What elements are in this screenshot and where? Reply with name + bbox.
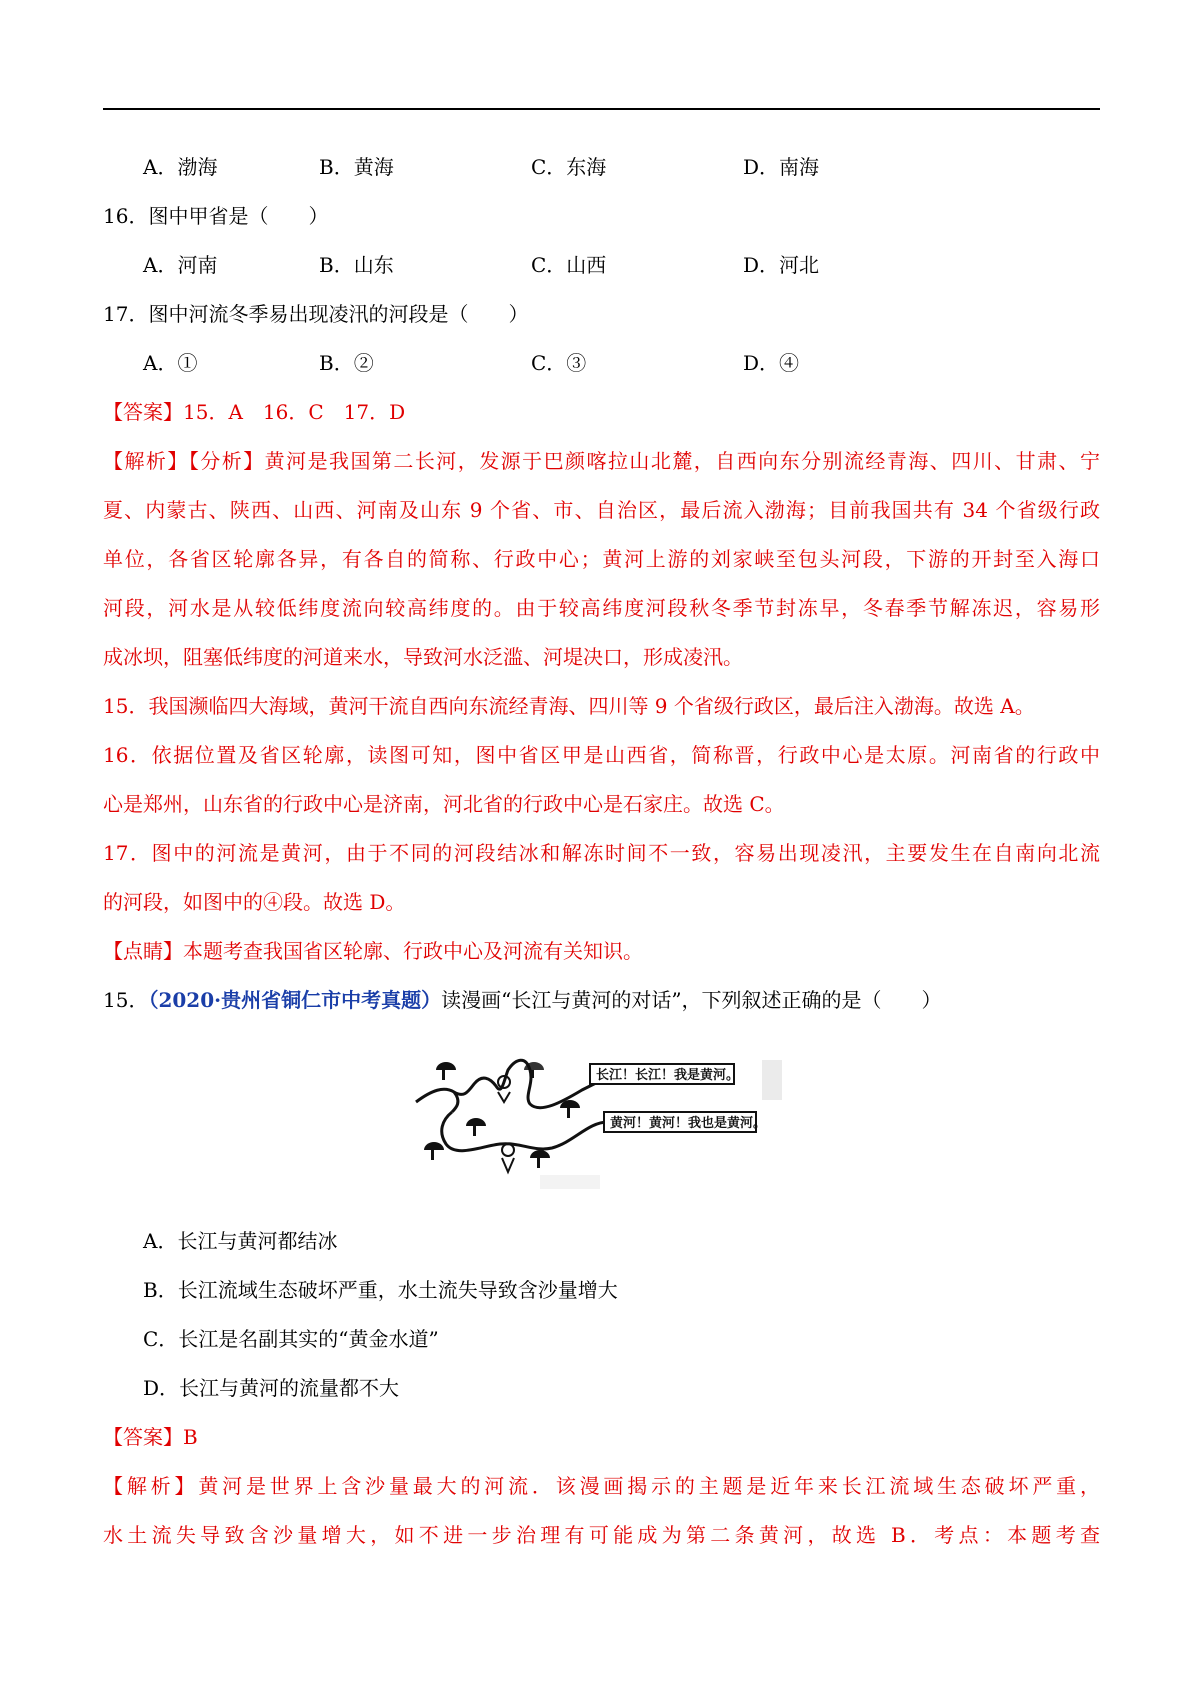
scan-speckle-right: [762, 1060, 782, 1100]
q15b-option-a: A．长江与黄河都结冰: [143, 1229, 338, 1253]
q15-option-c: C．东海: [531, 155, 607, 179]
q17-stem: 17．图中河流冬季易出现凌汛的河段是（ ）: [103, 302, 529, 326]
q16-option-b: B．山东: [319, 253, 394, 277]
bubble-bottom-text: 黄河！黄河！我也是黄河。: [610, 1116, 767, 1131]
answer-line-1: 【答案】15．A 16．C 17．D: [103, 400, 406, 424]
q16-option-d: D．河北: [743, 253, 820, 277]
q15b-option-b: B．长江流域生态破坏严重，水土流失导致含沙量增大: [143, 1278, 618, 1302]
q17-option-a: A．①: [143, 351, 198, 375]
analysis-line-2: 夏、内蒙古、陕西、山西、河南及山东 9 个省、市、自治区，最后流入渤海；目前我国共有 34 个省级行政: [103, 498, 1100, 522]
q15b-stem: [103, 988, 942, 1012]
q16-option-a: A．河南: [143, 253, 218, 277]
river-fork: [452, 1092, 458, 1112]
analysis2-line-2: 水土流失导致含沙量增大，如不进一步治理有可能成为第二条黄河，故选 B．考点：本题考查: [103, 1523, 1100, 1547]
q17-option-c: C．③: [531, 351, 587, 375]
q15-option-a: A．渤海: [143, 155, 218, 179]
explanation-15: 15．我国濒临四大海域，黄河干流自西向东流经青海、四川等 9 个省级行政区，最后注入渤海。故选 A。: [103, 694, 1035, 718]
scan-speckle-bottom: [540, 1175, 600, 1189]
analysis-line-4: 河段，河水是从较低纬度流向较高纬度的。由于较高纬度河段秋冬季节封冻早，冬春季节解冻迟，容易形: [103, 596, 1100, 620]
key-point: 【点睛】本题考查我国省区轮廓、行政中心及河流有关知识。: [103, 939, 643, 963]
cartoon-figure: [412, 1040, 788, 1190]
explanation-17-line-2: 的河段，如图中的④段。故选 D。: [103, 890, 406, 914]
q15b-option-c: C．长江是名副其实的“黄金水道”: [143, 1327, 439, 1351]
explanation-17-line-1: 17．图中的河流是黄河，由于不同的河段结冰和解冻时间不一致，容易出现凌汛，主要发生在自南向北流: [103, 841, 1100, 865]
river-face-2-icon: [502, 1144, 514, 1172]
q15b-stem-text: 读漫画“长江与黄河的对话”，下列叙述正确的是（ ）: [441, 988, 942, 1012]
header-rule: [103, 108, 1100, 110]
answer-line-2: 【答案】B: [103, 1425, 198, 1449]
analysis2-line-1: 【解析】黄河是世界上含沙量最大的河流．该漫画揭示的主题是近年来长江流域生态破坏严重，: [103, 1474, 1100, 1498]
analysis-line-3: 单位，各省区轮廓各异，有各自的简称、行政中心；黄河上游的刘家峡至包头河段，下游的开封至入海口: [103, 547, 1100, 571]
analysis-line-1: 【解析】【分析】黄河是我国第二长河，发源于巴颜喀拉山北麓，自西向东分别流经青海、四川、甘肃、宁: [103, 449, 1100, 473]
analysis-line-5: 成冰坝，阻塞低纬度的河道来水，导致河水泛滥、河堤决口，形成凌汛。: [103, 645, 743, 669]
explanation-16-line-2: 心是郑州，山东省的行政中心是济南，河北省的行政中心是石家庄。故选 C。: [103, 792, 785, 816]
q17-option-d: D．④: [743, 351, 800, 375]
bubble-top-text: 长江！长江！我是黄河。: [596, 1068, 740, 1083]
q16-stem: 16．图中甲省是（ ）: [103, 204, 329, 228]
river-lower-outline: [442, 1112, 612, 1151]
q15-option-b: B．黄海: [319, 155, 394, 179]
explanation-16-line-1: 16．依据位置及省区轮廓，读图可知，图中省区甲是山西省，简称晋，行政中心是太原。河南省的行政中: [103, 743, 1100, 767]
q16-option-c: C．山西: [531, 253, 607, 277]
q15b-option-d: D．长江与黄河的流量都不大: [143, 1376, 400, 1400]
q15b-number: 15．: [103, 988, 149, 1012]
q17-option-b: B．②: [319, 351, 374, 375]
q15-option-d: D．南海: [743, 155, 820, 179]
q15b-source: （2020·贵州省铜仁市中考真题）: [148, 988, 442, 1012]
